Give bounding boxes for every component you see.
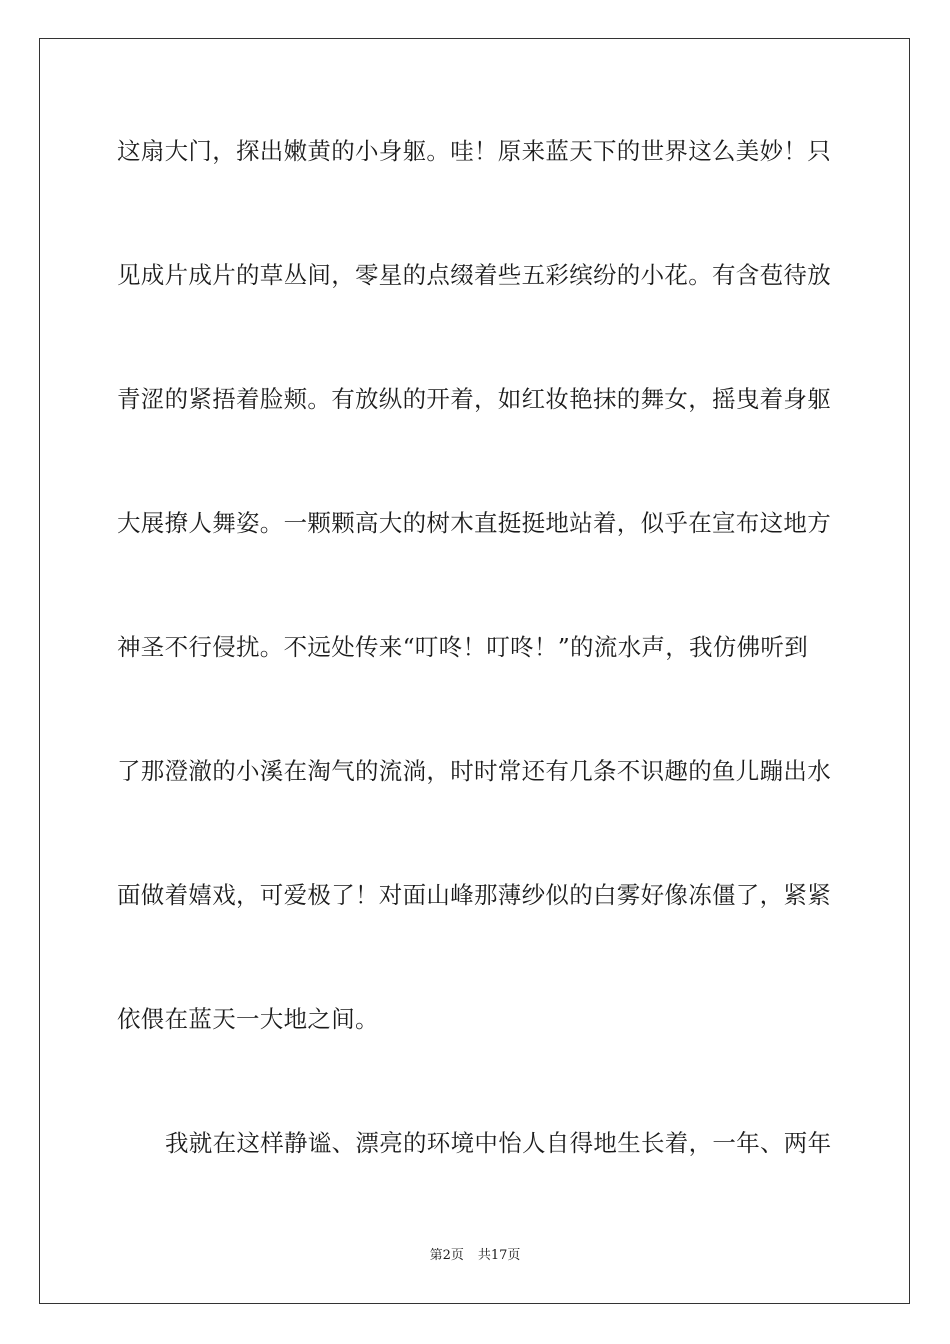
text-line-2: 见成片成片的草丛间，零星的点缀着些五彩缤纷的小花。有含苞待放 <box>117 261 831 289</box>
text-line-1: 这扇大门，探出嫩黄的小身躯。哇！原来蓝天下的世界这么美妙！只 <box>117 137 831 165</box>
text-line-6: 了那澄澈的小溪在淘气的流淌，时时常还有几条不识趣的鱼儿蹦出水 <box>117 757 831 785</box>
text-line-8: 依偎在蓝天一大地之间。 <box>117 1005 379 1033</box>
page-total: 共17页 <box>477 1248 521 1263</box>
text-line-7: 面做着嬉戏，可爱极了！对面山峰那薄纱似的白雾好像冻僵了，紧紧 <box>117 881 831 909</box>
text-line-4: 大展撩人舞姿。一颗颗高大的树木直挺挺地站着，似乎在宣布这地方 <box>117 509 831 537</box>
page-frame <box>39 38 910 1304</box>
text-line-5: 神圣不行侵扰。不远处传来“叮咚！叮咚！”的流水声，我仿佛听到 <box>117 633 809 661</box>
page-footer <box>0 1247 950 1265</box>
text-line-3: 青涩的紧捂着脸颊。有放纵的开着，如红妆艳抹的舞女，摇曳着身躯 <box>117 385 831 413</box>
text-line-9: 我就在这样静谧、漂亮的环境中怡人自得地生长着，一年、两年 <box>165 1129 832 1157</box>
page-number: 第2页 <box>429 1248 464 1263</box>
